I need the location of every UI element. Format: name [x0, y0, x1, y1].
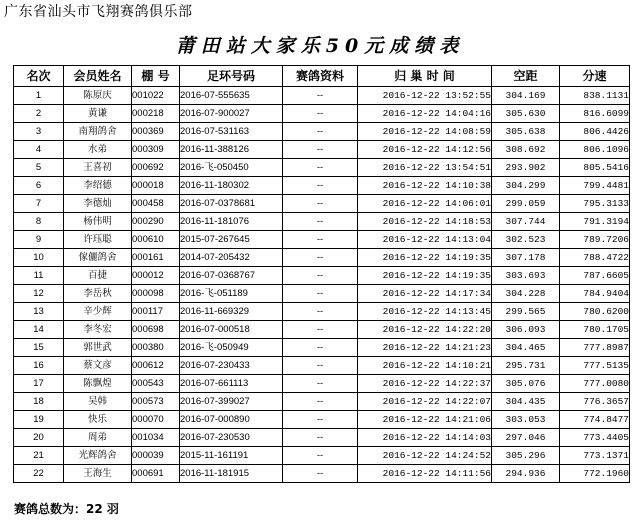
member-name-cell: 百捷 [64, 267, 132, 285]
arrival-time-cell: 2016-12-22 13:52:55 [358, 87, 492, 105]
foot-ring-cell: 2016-07-0378681 [180, 195, 283, 213]
table-row [14, 375, 630, 393]
speed-cell: 787.6605 [560, 267, 630, 285]
table-row [14, 267, 630, 285]
speed-cell: 777.5135 [560, 357, 630, 375]
table-row [14, 429, 630, 447]
ring-number-cell: 000543 [132, 375, 180, 393]
ring-number-cell: 000070 [132, 411, 180, 429]
pigeon-info-cell: -- [283, 249, 358, 267]
header-speed: 分速 [560, 66, 630, 87]
member-name-cell: 李绍德 [64, 177, 132, 195]
member-name-cell: 南翔鸽舍 [64, 123, 132, 141]
foot-ring-cell: 2016-07-0368767 [180, 267, 283, 285]
speed-cell: 838.1131 [560, 87, 630, 105]
foot-ring-cell: 2016-11-180302 [180, 177, 283, 195]
rank-cell: 10 [14, 249, 64, 267]
foot-ring-cell: 2016-07-000890 [180, 411, 283, 429]
distance-cell: 302.523 [492, 231, 560, 249]
table-row [14, 231, 630, 249]
arrival-time-cell: 2016-12-22 14:19:35 [358, 249, 492, 267]
member-name-cell: 吴韩 [64, 393, 132, 411]
table-row [14, 177, 630, 195]
arrival-time-cell: 2016-12-22 14:24:52 [358, 447, 492, 465]
table-row [14, 285, 630, 303]
rank-cell: 4 [14, 141, 64, 159]
ring-number-cell: 000610 [132, 231, 180, 249]
table-row [14, 393, 630, 411]
table-row [14, 321, 630, 339]
table-row [14, 465, 630, 483]
ring-number-cell: 000309 [132, 141, 180, 159]
distance-cell: 295.731 [492, 357, 560, 375]
ring-number-cell: 001022 [132, 87, 180, 105]
foot-ring-cell: 2016-07-555635 [180, 87, 283, 105]
table-row [14, 141, 630, 159]
member-name-cell: 郭世武 [64, 339, 132, 357]
pigeon-info-cell: -- [283, 375, 358, 393]
distance-cell: 305.638 [492, 123, 560, 141]
foot-ring-cell: 2016-07-000518 [180, 321, 283, 339]
foot-ring-cell: 2016-飞-051189 [180, 285, 283, 303]
speed-cell: 784.9404 [560, 285, 630, 303]
arrival-time-cell: 2016-12-22 14:19:35 [358, 267, 492, 285]
member-name-cell: 周弟 [64, 429, 132, 447]
rank-cell: 1 [14, 87, 64, 105]
rank-cell: 17 [14, 375, 64, 393]
pigeon-info-cell: -- [283, 177, 358, 195]
member-name-cell: 李岳秋 [64, 285, 132, 303]
table-row [14, 195, 630, 213]
table-row [14, 87, 630, 105]
distance-cell: 305.296 [492, 447, 560, 465]
foot-ring-cell: 2016-07-230433 [180, 357, 283, 375]
rank-cell: 18 [14, 393, 64, 411]
distance-cell: 297.046 [492, 429, 560, 447]
distance-cell: 305.076 [492, 375, 560, 393]
speed-cell: 795.3133 [560, 195, 630, 213]
pigeon-info-cell: -- [283, 267, 358, 285]
member-name-cell: 陈飘煌 [64, 375, 132, 393]
speed-cell: 816.6099 [560, 105, 630, 123]
rank-cell: 22 [14, 465, 64, 483]
header-rank: 名次 [14, 66, 64, 87]
rank-cell: 9 [14, 231, 64, 249]
pigeon-info-cell: -- [283, 231, 358, 249]
member-name-cell: 王海生 [64, 465, 132, 483]
table-row [14, 303, 630, 321]
rank-cell: 12 [14, 285, 64, 303]
pigeon-info-cell: -- [283, 195, 358, 213]
rank-cell: 3 [14, 123, 64, 141]
rank-cell: 16 [14, 357, 64, 375]
table-header-row [14, 66, 630, 87]
speed-cell: 780.1705 [560, 321, 630, 339]
rank-cell: 19 [14, 411, 64, 429]
pigeon-info-cell: -- [283, 105, 358, 123]
member-name-cell: 陈原庆 [64, 87, 132, 105]
pigeon-info-cell: -- [283, 303, 358, 321]
speed-cell: 805.5416 [560, 159, 630, 177]
ring-number-cell: 000612 [132, 357, 180, 375]
ring-number-cell: 000573 [132, 393, 180, 411]
distance-cell: 299.565 [492, 303, 560, 321]
speed-cell: 780.6200 [560, 303, 630, 321]
ring-number-cell: 000691 [132, 465, 180, 483]
pigeon-info-cell: -- [283, 159, 358, 177]
distance-cell: 307.178 [492, 249, 560, 267]
table-row [14, 447, 630, 465]
distance-cell: 299.059 [492, 195, 560, 213]
member-name-cell: 蔡文彦 [64, 357, 132, 375]
member-name-cell: 王喜初 [64, 159, 132, 177]
pigeon-info-cell: -- [283, 447, 358, 465]
pigeon-info-cell: -- [283, 357, 358, 375]
pigeon-info-cell: -- [283, 393, 358, 411]
distance-cell: 304.435 [492, 393, 560, 411]
member-name-cell: 李冬宏 [64, 321, 132, 339]
speed-cell: 776.3657 [560, 393, 630, 411]
header-pigeon-info: 赛鸽资料 [283, 66, 358, 87]
arrival-time-cell: 2016-12-22 14:11:56 [358, 465, 492, 483]
rank-cell: 14 [14, 321, 64, 339]
total-count: 赛鸽总数为：22 羽 [14, 502, 119, 516]
arrival-time-cell: 2016-12-22 14:04:16 [358, 105, 492, 123]
arrival-time-cell: 2016-12-22 14:12:56 [358, 141, 492, 159]
foot-ring-cell: 2016-07-230530 [180, 429, 283, 447]
foot-ring-cell: 2016-11-181915 [180, 465, 283, 483]
arrival-time-cell: 2016-12-22 14:18:53 [358, 213, 492, 231]
ring-number-cell: 000012 [132, 267, 180, 285]
header-member: 会员姓名 [64, 66, 132, 87]
results-table [13, 65, 630, 483]
foot-ring-cell: 2016-07-531163 [180, 123, 283, 141]
member-name-cell: 傢儷鸽舍 [64, 249, 132, 267]
ring-number-cell: 000098 [132, 285, 180, 303]
distance-cell: 304.169 [492, 87, 560, 105]
rank-cell: 13 [14, 303, 64, 321]
arrival-time-cell: 2016-12-22 14:08:59 [358, 123, 492, 141]
speed-cell: 791.3194 [560, 213, 630, 231]
arrival-time-cell: 2016-12-22 14:22:20 [358, 321, 492, 339]
speed-cell: 806.4426 [560, 123, 630, 141]
foot-ring-cell: 2016-11-388126 [180, 141, 283, 159]
rank-cell: 20 [14, 429, 64, 447]
foot-ring-cell: 2016-11-669329 [180, 303, 283, 321]
speed-cell: 773.4405 [560, 429, 630, 447]
arrival-time-cell: 2016-12-22 14:21:06 [358, 411, 492, 429]
member-name-cell: 许珏聪 [64, 231, 132, 249]
ring-number-cell: 000018 [132, 177, 180, 195]
speed-cell: 777.8987 [560, 339, 630, 357]
ring-number-cell: 000039 [132, 447, 180, 465]
table-row [14, 159, 630, 177]
arrival-time-cell: 2016-12-22 14:13:45 [358, 303, 492, 321]
member-name-cell: 快乐 [64, 411, 132, 429]
distance-cell: 308.692 [492, 141, 560, 159]
ring-number-cell: 000698 [132, 321, 180, 339]
foot-ring-cell: 2015-07-267645 [180, 231, 283, 249]
header-arrival: 归 巢 时 间 [358, 66, 492, 87]
speed-cell: 772.1960 [560, 465, 630, 483]
ring-number-cell: 000369 [132, 123, 180, 141]
arrival-time-cell: 2016-12-22 14:10:38 [358, 177, 492, 195]
pigeon-info-cell: -- [283, 123, 358, 141]
pigeon-info-cell: -- [283, 285, 358, 303]
speed-cell: 777.0080 [560, 375, 630, 393]
foot-ring-cell: 2016-11-181076 [180, 213, 283, 231]
table-row [14, 249, 630, 267]
distance-cell: 306.093 [492, 321, 560, 339]
foot-ring-cell: 2014-07-205432 [180, 249, 283, 267]
pigeon-info-cell: -- [283, 411, 358, 429]
speed-cell: 799.4481 [560, 177, 630, 195]
arrival-time-cell: 2016-12-22 14:22:37 [358, 375, 492, 393]
rank-cell: 15 [14, 339, 64, 357]
distance-cell: 304.299 [492, 177, 560, 195]
table-row [14, 411, 630, 429]
club-name: 广东省汕头市飞翔赛鸽俱乐部 [4, 4, 193, 20]
ring-number-cell: 000458 [132, 195, 180, 213]
member-name-cell: 辛少辉 [64, 303, 132, 321]
rank-cell: 7 [14, 195, 64, 213]
rank-cell: 11 [14, 267, 64, 285]
distance-cell: 303.053 [492, 411, 560, 429]
ring-number-cell: 001034 [132, 429, 180, 447]
distance-cell: 304.465 [492, 339, 560, 357]
arrival-time-cell: 2016-12-22 14:13:04 [358, 231, 492, 249]
speed-cell: 774.8477 [560, 411, 630, 429]
pigeon-info-cell: -- [283, 429, 358, 447]
arrival-time-cell: 2016-12-22 14:17:34 [358, 285, 492, 303]
speed-cell: 773.1371 [560, 447, 630, 465]
header-distance: 空距 [492, 66, 560, 87]
arrival-time-cell: 2016-12-22 14:06:01 [358, 195, 492, 213]
distance-cell: 305.630 [492, 105, 560, 123]
foot-ring-cell: 2016-飞-050949 [180, 339, 283, 357]
foot-ring-cell: 2015-11-161191 [180, 447, 283, 465]
table-row [14, 213, 630, 231]
rank-cell: 8 [14, 213, 64, 231]
ring-number-cell: 000380 [132, 339, 180, 357]
foot-ring-cell: 2016-07-399027 [180, 393, 283, 411]
header-foot-ring: 足环号码 [180, 66, 283, 87]
rank-cell: 5 [14, 159, 64, 177]
table-row [14, 123, 630, 141]
speed-cell: 788.4722 [560, 249, 630, 267]
table-row [14, 339, 630, 357]
foot-ring-cell: 2016-07-661113 [180, 375, 283, 393]
ring-number-cell: 000692 [132, 159, 180, 177]
page-title: 莆田站大家乐50元成绩表 [175, 35, 465, 57]
table-row [14, 357, 630, 375]
arrival-time-cell: 2016-12-22 14:22:07 [358, 393, 492, 411]
ring-number-cell: 000290 [132, 213, 180, 231]
member-name-cell: 光辉鸽舍 [64, 447, 132, 465]
results-body [14, 87, 630, 483]
distance-cell: 307.744 [492, 213, 560, 231]
member-name-cell: 李德灿 [64, 195, 132, 213]
distance-cell: 294.936 [492, 465, 560, 483]
member-name-cell: 杨伟明 [64, 213, 132, 231]
pigeon-info-cell: -- [283, 321, 358, 339]
pigeon-info-cell: -- [283, 465, 358, 483]
distance-cell: 303.693 [492, 267, 560, 285]
ring-number-cell: 000161 [132, 249, 180, 267]
member-name-cell: 黄谦 [64, 105, 132, 123]
speed-cell: 789.7206 [560, 231, 630, 249]
pigeon-info-cell: -- [283, 87, 358, 105]
ring-number-cell: 000117 [132, 303, 180, 321]
rank-cell: 21 [14, 447, 64, 465]
ring-number-cell: 000218 [132, 105, 180, 123]
arrival-time-cell: 2016-12-22 14:14:03 [358, 429, 492, 447]
header-ring: 棚 号 [132, 66, 180, 87]
pigeon-info-cell: -- [283, 213, 358, 231]
distance-cell: 304.228 [492, 285, 560, 303]
table-row [14, 105, 630, 123]
foot-ring-cell: 2016-飞-050450 [180, 159, 283, 177]
foot-ring-cell: 2016-07-900027 [180, 105, 283, 123]
pigeon-info-cell: -- [283, 339, 358, 357]
distance-cell: 293.902 [492, 159, 560, 177]
arrival-time-cell: 2016-12-22 14:21:23 [358, 339, 492, 357]
arrival-time-cell: 2016-12-22 14:10:21 [358, 357, 492, 375]
pigeon-info-cell: -- [283, 141, 358, 159]
member-name-cell: 水弟 [64, 141, 132, 159]
arrival-time-cell: 2016-12-22 13:54:51 [358, 159, 492, 177]
rank-cell: 6 [14, 177, 64, 195]
rank-cell: 2 [14, 105, 64, 123]
speed-cell: 806.1096 [560, 141, 630, 159]
